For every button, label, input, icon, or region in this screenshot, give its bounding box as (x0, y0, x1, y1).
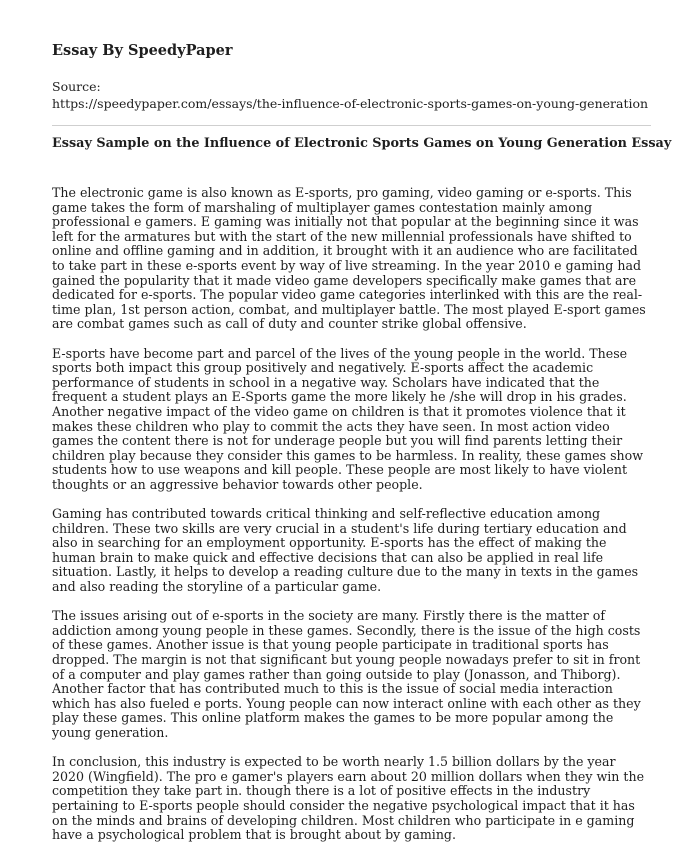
paragraph: Gaming has contributed towards critical thinking and self-reflective education among children. These two skills are very crucial in a student's life during tertiary education and also in searching for an employment opportunity. E-sports has the effect of making the human brain to make quick and effective decisions that can also be applied in real life situation. Lastly, it helps to develop a reading culture due to the many in texts in the games and also reading the storyline of a particular game. (52, 506, 639, 595)
paragraph: E-sports have become part and parcel of the lives of the young people in the world. These sports both impact this group positively and negatively. E-sports affect the academic performance of students in school in a negative way. Scholars have indicated that the frequent a student plays an E-Sports game the more likely he /she will drop in his grades. Another negative impact of the video game on children is that it promotes violence that it makes these children who play to commit the acts they have seen. In most action video games the content there is not for underage people but you will find parents letting their children play because they consider this games to be harmless. In reality, these games show students how to use weapons and kill people. These people are most likely to have violent thoughts or an aggressive behavior towards other people. (52, 345, 644, 492)
header-divider (52, 125, 651, 126)
paragraph: The issues arising out of e-sports in the society are many. Firstly there is the matter of addiction among young people in these games. Secondly, there is the issue of the high costs of these games. Another issue is that young people participate in traditional sports has dropped. The margin is not that significant but young people nowadays prefer to sit in front of a computer and play games rather than going outside to play (Jonasson, and Thiborg). Another factor that has contributed much to this is the issue of social media interaction which has also fueled e ports. Young people can now interact online with each other as they play these games. This online platform makes the games to be more popular among the young generation. (52, 608, 641, 740)
essay-body (52, 186, 650, 857)
source-label: Source: (52, 79, 101, 94)
source-url: https://speedypaper.com/essays/the-influence-of-electronic-sports-games-on-young-generation (52, 96, 649, 111)
essay-title: Essay Sample on the Influence of Electronic Sports Games on Young Generation Essay (52, 136, 672, 151)
paragraph: In conclusion, this industry is expected to be worth nearly 1.5 billion dollars by the year 2020 (Wingfield). The pro e gamer's players earn about 20 million dollars when they win the competition they take part in. though there is a lot of positive effects in the industry pertaining to E-sports people should consider the negative psychological impact that it has on the minds and brains of developing children. Most children who participate in e gaming have a psychological problem that is brought about by gaming. (52, 754, 645, 843)
document-header (52, 42, 652, 112)
paragraph: The electronic game is also known as E-sports, pro gaming, video gaming or e-sports. This game takes the form of marshaling of multiplayer games contestation mainly among professional e gamers. E gaming was initially not that popular at the beginning since it was left for the armatures but with the start of the new millennial professionals have shifted to online and offline gaming and in addition, it brought with it an audience who are facilitated to take part in these e-sports event by way of live streaming. In the year 2010 e gaming had gained the popularity that it made video game developers specifically make games that are dedicated for e-sports. The popular video game categories interlinked with this are the real-time plan, 1st person action, combat, and multiplayer battle. The most played E-sport games are combat games such as call of duty and counter strike global offensive. (52, 185, 646, 332)
document-title: Essay By SpeedyPaper (52, 42, 233, 59)
